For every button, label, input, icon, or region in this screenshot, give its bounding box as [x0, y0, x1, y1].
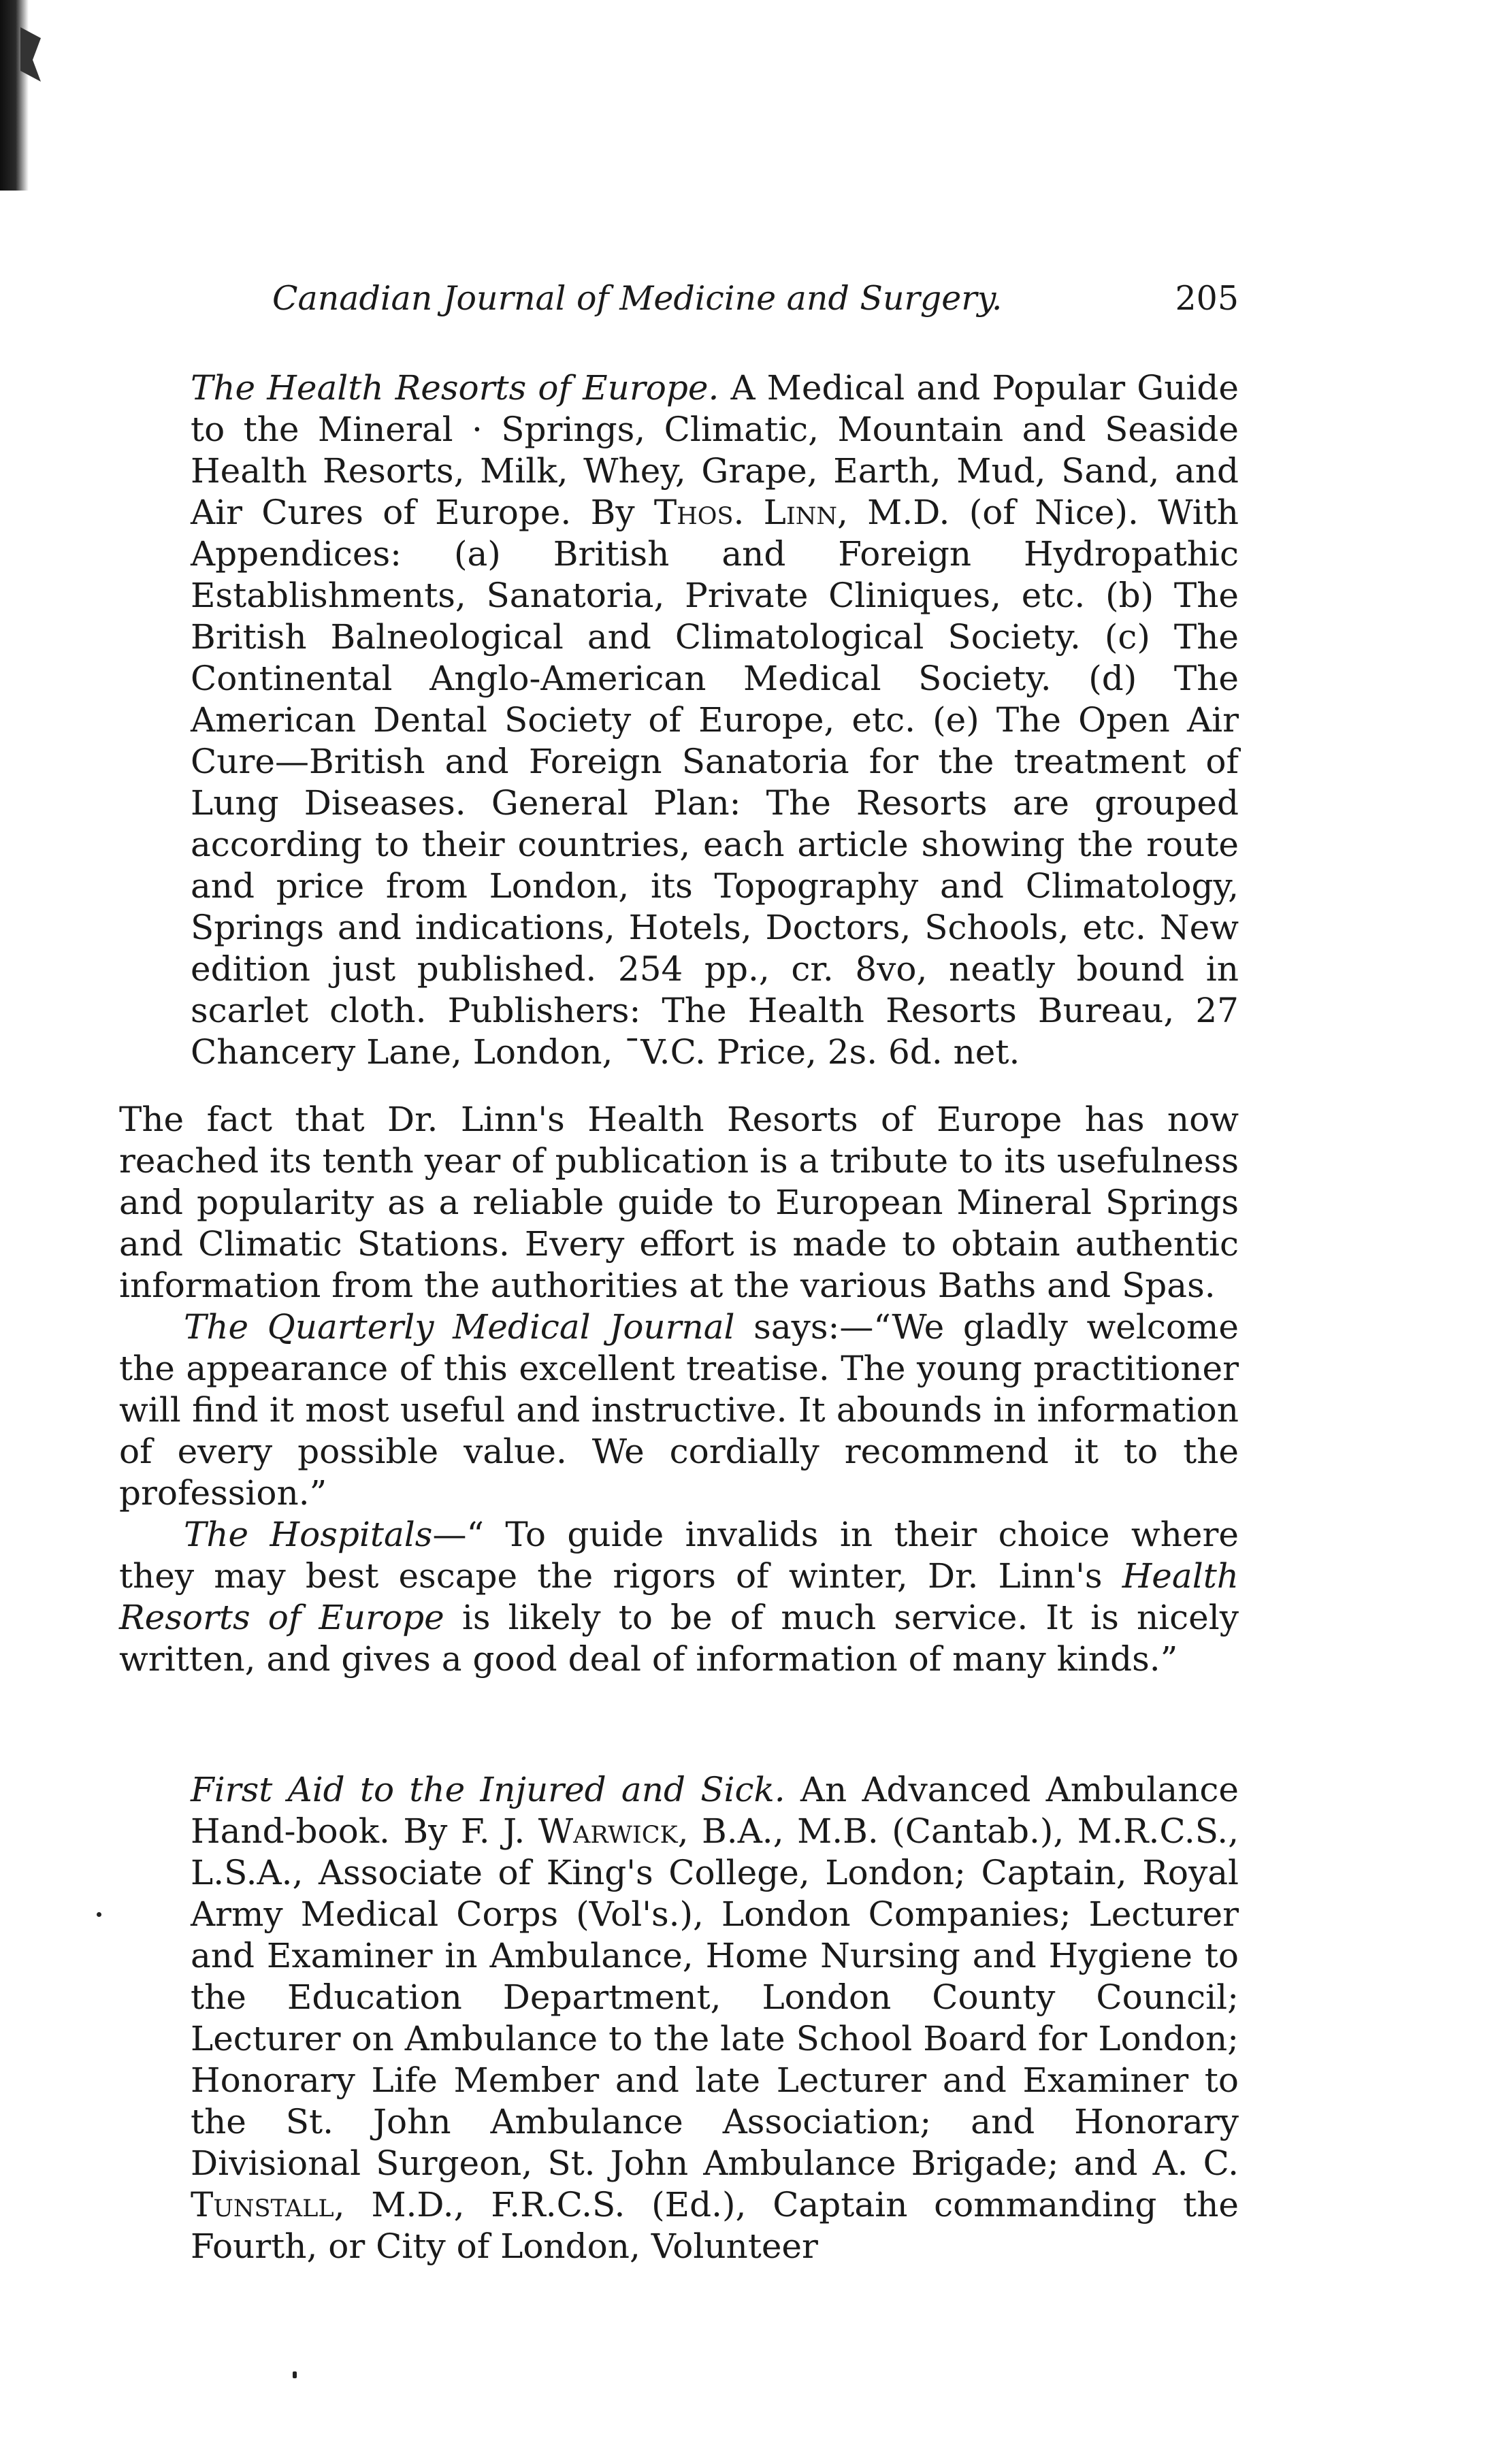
review-paragraph: The fact that Dr. Linn's Health Resorts of Europe has now reached its tenth year of publication is a tribute to its usefulness and popularity as a reliable guide to European Mineral Springs and Climatic Stations. Every effort is made to obtain authentic information from the authorities at the various Baths and Spas.: [119, 1100, 1239, 1305]
review-quote: is likely to be of much service. It is nicely written, and gives a good deal of information of many kinds.”: [119, 1598, 1239, 1679]
review-quote: —“ To guide invalids in their choice where they may best escape the rigors of winter, Dr. Linn's: [119, 1515, 1239, 1596]
review-section: [119, 1099, 1239, 1680]
book-title: The Health Resorts of Europe.: [191, 368, 719, 408]
review-paragraph: [119, 1307, 1239, 1514]
entry-text: An Advanced Ambulance Hand-book. By F. J.: [191, 1770, 1239, 1851]
book-notice-first-aid: [119, 1769, 1239, 2267]
author-name: Thos. Linn,: [653, 493, 848, 532]
entry-text: B.A., M.B. (Cantab.), M.R.C.S., L.S.A., Associate of King's College, London; Captain, Royal Army Medical Corps (Vol's.), London Companies; Lecturer and Examiner in Ambulance, Home Nursing and Hygiene to the Education Department, London County Council; Lecturer on Ambulance to the late School Board for London; Honorary Life Member and late Lecturer and Examiner to the St. John Ambulance Association; and Honorary Divisional Surgeon, St. John Ambulance Brigade; and A. C.: [191, 1811, 1239, 2183]
review-quote: says:—“We gladly welcome the appearance of this excellent treatise. The young practitioner will find it most useful and instructive. It abounds in information of every possible value. We cordially recommend it to the profession.”: [119, 1307, 1239, 1513]
review-source: The Hospitals: [184, 1515, 433, 1554]
entry-text: A Medical and Popular Guide to the Mineral · Springs, Climatic, Mountain and Seaside Health Resorts, Milk, Whey, Grape, Earth, Mud, Sand, and Air Cures of Europe. By: [191, 368, 1239, 532]
author-name: Tunstall,: [191, 2185, 345, 2224]
running-title: Canadian Journal of Medicine and Surgery.: [272, 279, 1003, 318]
book-entry: [119, 367, 1239, 1073]
book-title-reference: Health Resorts of Europe: [119, 1556, 1239, 1637]
review-paragraph: [119, 1514, 1239, 1680]
page-header: [272, 279, 1239, 333]
entry-text: M.D., F.R.C.S. (Ed.), Captain commanding the Fourth, or City of London, Volunteer: [191, 2185, 1239, 2266]
scan-speck: [97, 1912, 101, 1917]
page-number: 205: [1175, 279, 1239, 318]
review-source: The Quarterly Medical Journal: [184, 1307, 735, 1347]
entry-text: M.D. (of Nice). With Appendices: (a) British and Foreign Hydropathic Establishments, Sanatoria, Private Cliniques, etc. (b) The British Balneological and Climatological Society. (c) The Continental Anglo-American Medical Society. (d) The American Dental Society of Europe, etc. (e) The Open Air Cure—British and Foreign Sanatoria for the treatment of Lung Diseases. General Plan: The Resorts are grouped according to their countries, each article showing the route and price from London, its Topography and Climatology, Springs and indications, Hotels, Doctors, Schools, etc. New edition just published. 254 pp., cr. 8vo, neatly bound in scarlet cloth. Publishers: The Health Resorts Bureau, 27 Chancery Lane, London, ˉV.C. Price, 2s. 6d. net.: [191, 493, 1239, 1072]
scan-edge-mark: [0, 0, 29, 191]
scan-speck: [293, 2371, 297, 2378]
book-notice-health-resorts: [119, 367, 1239, 1073]
book-title: First Aid to the Injured and Sick.: [191, 1770, 785, 1809]
book-entry: [119, 1769, 1239, 2267]
author-name: Warwick,: [538, 1811, 689, 1851]
